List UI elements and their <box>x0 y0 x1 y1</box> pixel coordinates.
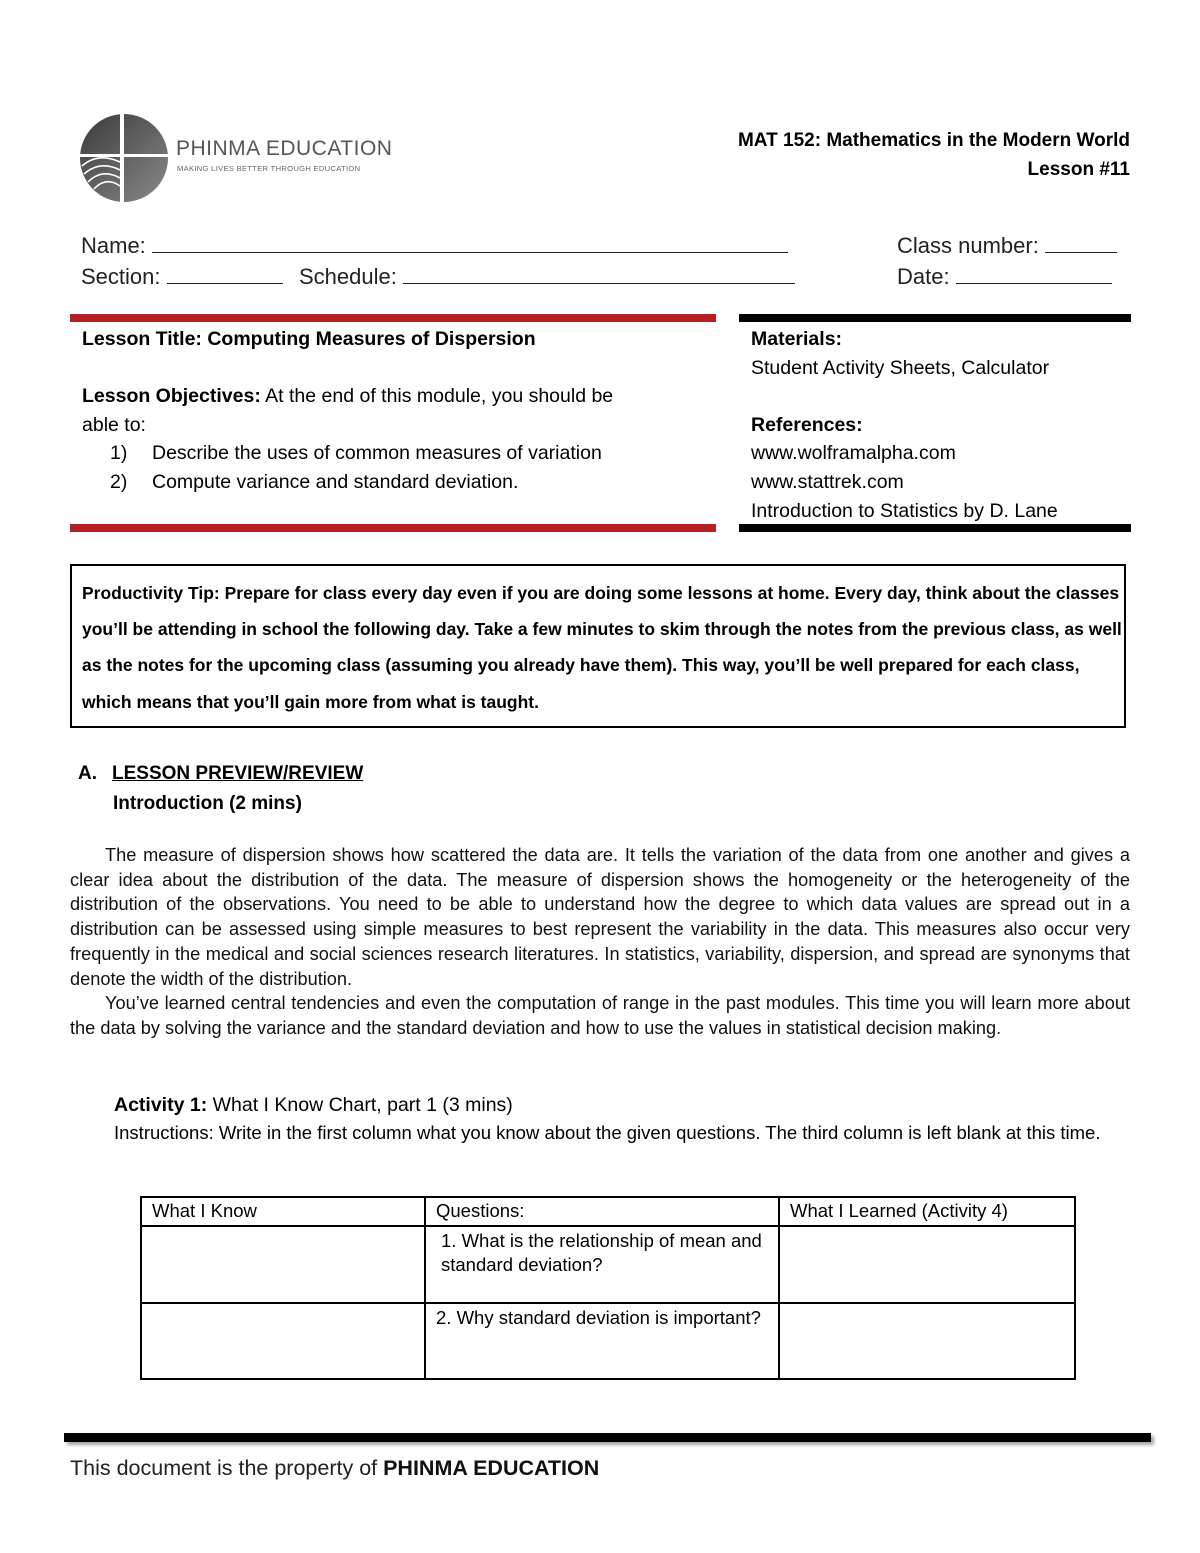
question-cell: 2. Why standard deviation is important? <box>425 1303 779 1379</box>
activity-label: Activity 1: <box>114 1094 208 1116</box>
objective-number: 1) <box>110 442 128 465</box>
lesson-top-bar <box>70 314 716 322</box>
what-i-know-table <box>140 1196 1076 1380</box>
name-blank[interactable] <box>152 232 788 253</box>
footer-bar <box>64 1433 1151 1442</box>
objective-item <box>82 439 613 468</box>
name-field[interactable] <box>81 232 788 259</box>
activity-instructions: Instructions: Write in the first column what you know about the given questions. The third column is left blank at this time. <box>114 1122 1101 1143</box>
what-i-learned-cell[interactable] <box>779 1226 1075 1303</box>
productivity-tip: Productivity Tip: Prepare for class every day even if you are doing some lessons at home. Every day, think about the classes you’ll be attending in school the following day. Take a few minutes to skim through the notes from the previous class, as well as the notes for the upcoming class (assuming you already have them). This way, you’ll be well prepared for each class, which means that you’ll gain more from what is taught. <box>82 583 1122 712</box>
reference-link[interactable]: www.wolframalpha.com <box>751 442 956 465</box>
footer-text <box>70 1456 599 1481</box>
introduction-paragraph-1 <box>70 843 1130 991</box>
class-number-field[interactable] <box>897 232 1117 259</box>
section-field[interactable] <box>81 263 283 290</box>
table-row <box>141 1226 1075 1303</box>
materials-top-bar <box>739 314 1131 322</box>
materials-label: Materials: <box>751 328 843 350</box>
objectives-intro-2: able to: <box>82 413 146 436</box>
lesson-info <box>82 325 613 497</box>
schedule-blank[interactable] <box>403 263 795 284</box>
section-blank[interactable] <box>167 263 283 284</box>
course-title: MAT 152: Mathematics in the Modern World <box>737 130 1130 151</box>
class-number-blank[interactable] <box>1045 232 1117 253</box>
lesson-bottom-bar <box>70 524 716 532</box>
table-header-row <box>141 1197 1075 1226</box>
objective-text: Compute variance and standard deviation. <box>152 470 519 493</box>
materials-bottom-bar <box>739 524 1131 532</box>
schedule-label: Schedule: <box>299 264 397 289</box>
footer-prefix: This document is the property of <box>70 1456 384 1480</box>
table-row <box>141 1303 1075 1379</box>
materials-info <box>751 325 1058 525</box>
question-cell: 1. What is the relationship of mean and standard deviation? <box>425 1226 779 1303</box>
reference-item: Introduction to Statistics by D. Lane <box>751 499 1058 522</box>
section-letter: A. <box>78 763 97 784</box>
paragraph-text: You’ve learned central tendencies and even the computation of range in the past modules. This time you will learn more about the data by solving the variance and the standard deviation and how to use the values in statistical decision making. <box>70 993 1130 1038</box>
introduction-paragraph-2 <box>70 991 1130 1040</box>
date-label: Date: <box>897 264 950 289</box>
reference-link[interactable]: www.stattrek.com <box>751 470 904 493</box>
activity-1-heading <box>114 1094 513 1117</box>
date-field[interactable] <box>897 263 1112 290</box>
column-header: What I Learned (Activity 4) <box>779 1197 1075 1226</box>
section-label: Section: <box>81 264 161 289</box>
column-header: What I Know <box>141 1197 425 1226</box>
column-header: Questions: <box>425 1197 779 1226</box>
objectives-label: Lesson Objectives: <box>82 385 261 408</box>
class-number-label: Class number: <box>897 233 1039 258</box>
objective-text: Describe the uses of common measures of variation <box>152 442 602 465</box>
what-i-learned-cell[interactable] <box>779 1303 1075 1379</box>
introduction-heading: Introduction (2 mins) <box>113 793 302 814</box>
date-blank[interactable] <box>956 263 1112 284</box>
materials-items: Student Activity Sheets, Calculator <box>751 356 1050 379</box>
objective-number: 2) <box>110 470 128 493</box>
name-label: Name: <box>81 233 146 258</box>
activity-title: What I Know Chart, part 1 (3 mins) <box>207 1094 513 1116</box>
section-title: LESSON PREVIEW/REVIEW <box>112 763 364 784</box>
footer-owner: PHINMA EDUCATION <box>383 1456 600 1480</box>
paragraph-text: The measure of dispersion shows how scattered the data are. It tells the variation of the data from one another and gives a clear idea about the distribution of the data. The measure of dispersion shows the homogeneity or the heterogeneity of the distribution of the observations. You need to be able to understand how the degree to which data values are spread out in a distribution can be assessed using simple measures to best represent the variability in the data. This measures also occur very frequently in the medical and social sciences research literatures. In statistics, variability, dispersion, and spread are synonyms that denote the width of the distribution. <box>70 845 1130 989</box>
section-a-heading <box>78 763 363 785</box>
what-i-know-cell[interactable] <box>141 1226 425 1303</box>
references-label: References: <box>751 413 863 436</box>
lesson-title: Lesson Title: Computing Measures of Dispersion <box>82 328 536 350</box>
logo-name: PHINMA EDUCATION <box>176 137 393 160</box>
lesson-number: Lesson #11 <box>1027 159 1130 180</box>
logo-tagline: MAKING LIVES BETTER THROUGH EDUCATION <box>177 164 361 173</box>
what-i-know-cell[interactable] <box>141 1303 425 1379</box>
objectives-intro: At the end of this module, you should be <box>260 385 614 408</box>
schedule-field[interactable] <box>299 263 795 290</box>
objective-item <box>82 468 613 497</box>
